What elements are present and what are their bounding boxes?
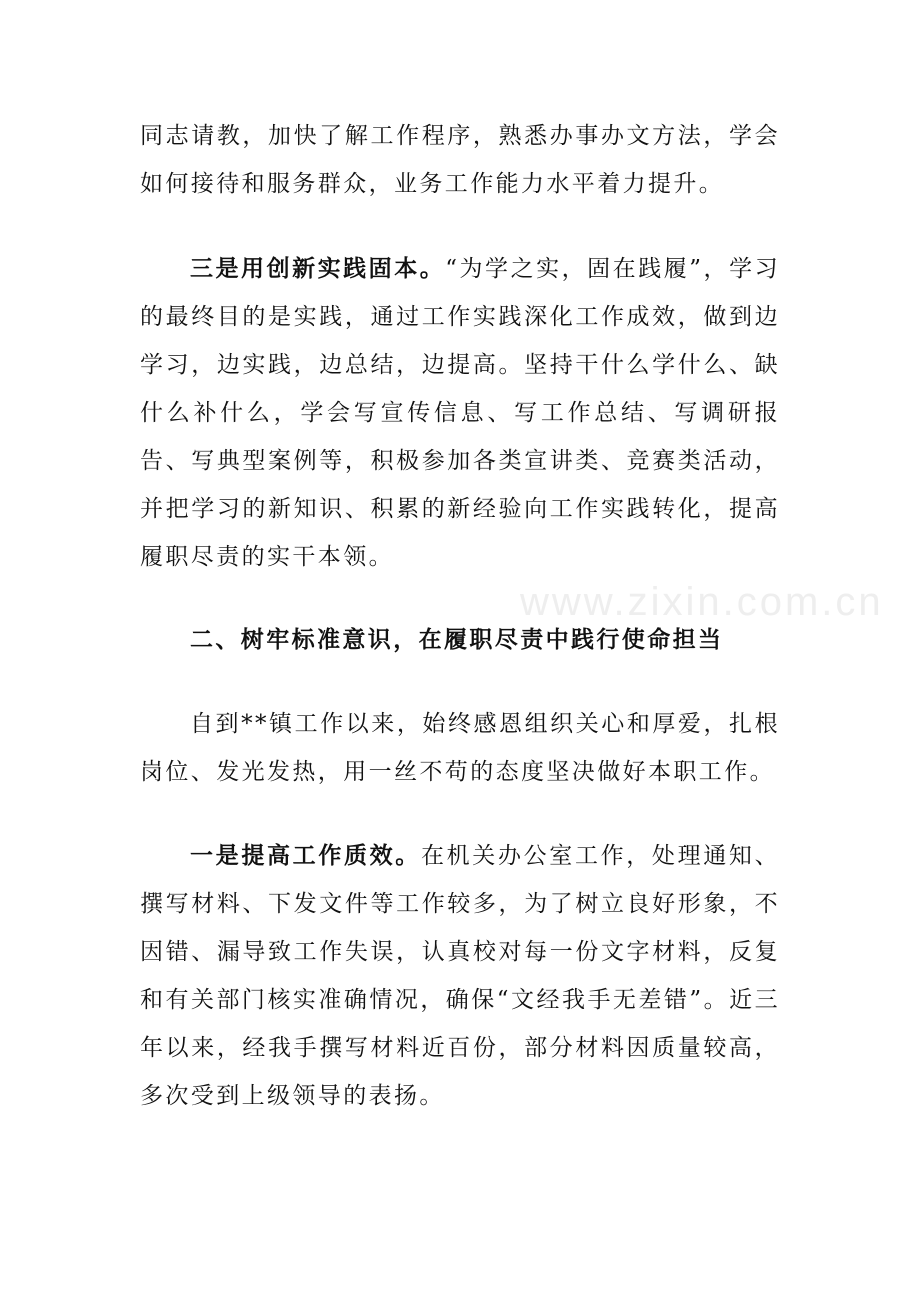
paragraph-continuation [140,112,780,208]
paragraph-innovation-practice [140,245,780,581]
paragraph-lead: 三是用创新实践固本。 [190,255,446,282]
paragraph-text: “为学之实，固在践履”，学习的最终目的是实践，通过工作实践深化工作成效，做到边学习，边实践，边总结，边提高。坚持干什么学什么、缺什么补什么，学会写宣传信息、写工作总结、写调研报告、写典型案例等，积极参加各类宣讲类、竞赛类活动，并把学习的新知识、积累的新经验向工作实践转化，提高履职尽责的实干本领。 [140,256,780,570]
paragraph-text: 在机关办公室工作，处理通知、撰写材料、下发文件等工作较多，为了树立良好形象，不因错、漏导致工作失误，认真校对每一份文字材料，反复和有关部门核实准确情况，确保“文经我手无差错”。近三年以来，经我手撰写材料近百份，部分材料因质量较高，多次受到上级领导的表扬。 [140,843,780,1109]
paragraph-intro [140,700,780,796]
paragraph-work-quality [140,832,780,1120]
watermark: www.zixin.com.cn [520,580,884,624]
section-heading: 二、树牢标准意识，在履职尽责中践行使命担当 [190,626,724,653]
paragraph-text: 自到**镇工作以来，始终感恩组织关心和厚爱，扎根岗位、发光发热，用一丝不苟的态度坚决做好本职工作。 [140,711,780,785]
paragraph-lead: 一是提高工作质效。 [190,842,421,869]
paragraph-text: 同志请教，加快了解工作程序，熟悉办事办文方法，学会如何接待和服务群众，业务工作能力水平着力提升。 [140,123,780,197]
